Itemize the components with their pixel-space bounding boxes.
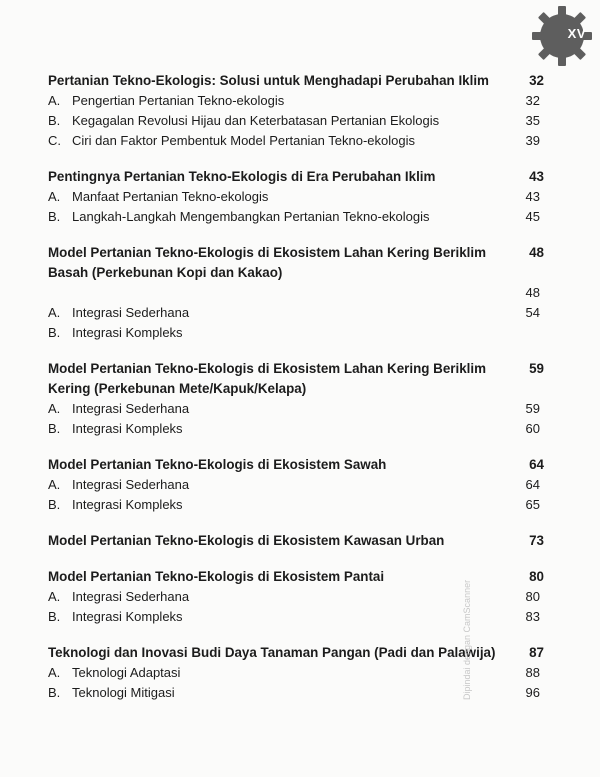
section-page-number: 59 — [529, 361, 544, 376]
entry-page-number: 64 — [525, 477, 540, 492]
toc-section — [48, 531, 548, 551]
entry-label: Integrasi Kompleks — [72, 497, 183, 512]
section-title: Model Pertanian Tekno-Ekologis di Ekosistem Kawasan Urban — [48, 533, 445, 548]
entry-letter: A. — [48, 589, 61, 604]
section-heading[interactable] — [48, 167, 548, 187]
entry-label: Integrasi Sederhana — [72, 305, 190, 320]
section-page-number: 32 — [529, 73, 544, 88]
toc-section — [48, 359, 548, 439]
entry-page-number: 43 — [525, 189, 540, 204]
toc-entry[interactable] — [48, 399, 548, 419]
entry-label: Integrasi Sederhana — [72, 477, 190, 492]
entry-page-number: 96 — [525, 685, 540, 700]
entry-page-number: 35 — [525, 113, 540, 128]
toc-entry[interactable] — [48, 419, 548, 439]
entry-label: Langkah-Langkah Mengembangkan Pertanian Tekno-ekologis — [72, 209, 430, 224]
section-page-number: 87 — [529, 645, 544, 660]
section-title: Model Pertanian Tekno-Ekologis di Ekosistem Lahan Kering Beriklim Basah (Perkebunan Kopi dan Kakao) — [48, 245, 487, 280]
entry-label: Teknologi Adaptasi — [72, 665, 181, 680]
entry-letter: A. — [48, 305, 61, 320]
toc-entry[interactable] — [48, 187, 548, 207]
toc-entry[interactable] — [48, 495, 548, 515]
toc-section — [48, 71, 548, 151]
page-number: XV — [567, 26, 586, 41]
section-page-number: 64 — [529, 457, 544, 472]
entry-label: Manfaat Pertanian Tekno-ekologis — [72, 189, 269, 204]
section-heading[interactable] — [48, 243, 548, 283]
toc-entry[interactable] — [48, 683, 548, 703]
toc-section — [48, 567, 548, 627]
entry-letter: B. — [48, 497, 61, 512]
entry-label: Pengertian Pertanian Tekno-ekologis — [72, 93, 285, 108]
entry-page-number: 80 — [525, 589, 540, 604]
section-title: Model Pertanian Tekno-Ekologis di Ekosistem Sawah — [48, 457, 387, 472]
entry-label: Integrasi Kompleks — [72, 609, 183, 624]
table-of-contents — [48, 71, 548, 719]
entry-letter: B. — [48, 421, 61, 436]
scanner-watermark: Dipindai dengan CamScanner — [462, 579, 472, 700]
entry-page-number: 88 — [525, 665, 540, 680]
entry-label: Integrasi Sederhana — [72, 401, 190, 416]
section-title: Pertanian Tekno-Ekologis: Solusi untuk Menghadapi Perubahan Iklim — [48, 73, 489, 88]
entry-label: Integrasi Kompleks — [72, 325, 183, 340]
entry-letter: B. — [48, 609, 61, 624]
entry-page-number: 54 — [525, 305, 540, 320]
entry-letter: B. — [48, 113, 61, 128]
toc-entry[interactable] — [48, 663, 548, 683]
toc-section — [48, 243, 548, 343]
toc-entry[interactable] — [48, 111, 548, 131]
entry-letter: B. — [48, 209, 61, 224]
toc-entry[interactable] — [48, 323, 548, 343]
entry-page-number: 32 — [525, 93, 540, 108]
section-heading[interactable] — [48, 643, 548, 663]
entry-page-number: 59 — [525, 401, 540, 416]
section-title: Teknologi dan Inovasi Budi Daya Tanaman Pangan (Padi dan Palawija) — [48, 645, 496, 660]
section-extra-page-number: 48 — [525, 285, 540, 300]
section-page-number: 48 — [529, 245, 544, 260]
section-page-number: 73 — [529, 533, 544, 548]
entry-letter: A. — [48, 401, 61, 416]
entry-label: Integrasi Kompleks — [72, 421, 183, 436]
entry-letter: C. — [48, 133, 61, 148]
toc-section — [48, 643, 548, 703]
section-title: Model Pertanian Tekno-Ekologis di Ekosistem Pantai — [48, 569, 385, 584]
section-page-number: 80 — [529, 569, 544, 584]
section-title: Model Pertanian Tekno-Ekologis di Ekosistem Lahan Kering Beriklim Kering (Perkebunan Mete/Kapuk/Kelapa) — [48, 361, 487, 396]
entry-letter: A. — [48, 189, 61, 204]
section-heading[interactable] — [48, 567, 548, 587]
entry-letter: B. — [48, 325, 61, 340]
entry-label: Kegagalan Revolusi Hijau dan Keterbatasan Pertanian Ekologis — [72, 113, 440, 128]
entry-label: Teknologi Mitigasi — [72, 685, 175, 700]
toc-entry[interactable] — [48, 607, 548, 627]
section-page-number: 43 — [529, 169, 544, 184]
toc-section — [48, 455, 548, 515]
entry-page-number: 83 — [525, 609, 540, 624]
entry-page-number: 45 — [525, 209, 540, 224]
section-heading[interactable] — [48, 359, 548, 399]
entry-letter: A. — [48, 477, 61, 492]
toc-entry[interactable] — [48, 91, 548, 111]
toc-section — [48, 167, 548, 227]
entry-page-number: 60 — [525, 421, 540, 436]
toc-entry[interactable] — [48, 303, 548, 323]
section-heading[interactable] — [48, 455, 548, 475]
toc-entry[interactable] — [48, 587, 548, 607]
toc-entry[interactable] — [48, 131, 548, 151]
toc-entry[interactable] — [48, 475, 548, 495]
entry-page-number: 39 — [525, 133, 540, 148]
entry-label: Integrasi Sederhana — [72, 589, 190, 604]
section-heading[interactable] — [48, 71, 548, 91]
section-title: Pentingnya Pertanian Tekno-Ekologis di Era Perubahan Iklim — [48, 169, 436, 184]
section-heading[interactable] — [48, 531, 548, 551]
entry-letter: A. — [48, 93, 61, 108]
entry-letter: A. — [48, 665, 61, 680]
entry-letter: B. — [48, 685, 61, 700]
entry-page-number: 65 — [525, 497, 540, 512]
entry-label: Ciri dan Faktor Pembentuk Model Pertanian Tekno-ekologis — [72, 133, 415, 148]
toc-entry[interactable] — [48, 207, 548, 227]
